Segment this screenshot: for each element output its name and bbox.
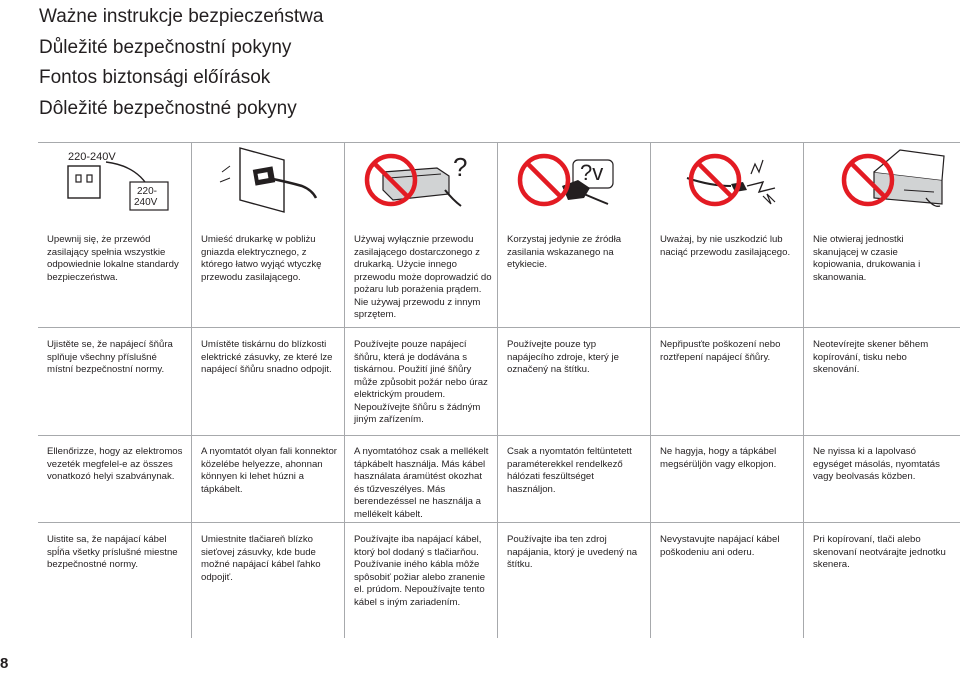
no-open-scanner-icon <box>804 142 957 218</box>
column-no-damaged-cord <box>650 142 804 638</box>
instruction-cs: Umístěte tiskárnu do blízkosti elektrické zásuvky, ze které lze napájecí šňůru snadno odpojit. <box>201 339 333 375</box>
column-labeled-power-source <box>497 142 651 638</box>
no-damaged-cord-icon <box>651 142 804 218</box>
instruction-pl: Upewnij się, że przewód zasilający spełnia wszystkie odpowiednie lokalne standardy bezpieczeństwa. <box>47 234 179 283</box>
label-voltage-line-2: 240V <box>134 197 158 208</box>
instruction-cs: Neotevírejte skener během kopírování, tisku nebo skenování. <box>813 339 929 375</box>
instruction-cs: Ujistěte se, že napájecí šňůra splňuje všechny příslušné místní bezpečnostní normy. <box>47 339 173 375</box>
label-voltage-line-1: 220- <box>137 186 158 197</box>
column-do-not-open-scanner <box>803 142 957 638</box>
instruction-sk: Nevystavujte napájací kábel poškodeniu ani oderu. <box>660 534 780 558</box>
title-czech: Důležité bezpečnostní pokyny <box>39 36 292 58</box>
column-place-near-outlet <box>191 142 345 638</box>
instruction-pl: Uważaj, by nie uszkodzić lub naciąć przewodu zasilającego. <box>660 234 791 258</box>
plug-in-outlet-icon <box>192 142 345 218</box>
outlet-voltage-icon <box>38 142 191 218</box>
no-other-cord-icon <box>345 142 498 218</box>
title-slovak: Dôležité bezpečnostné pokyny <box>39 97 297 119</box>
instruction-table <box>38 142 958 638</box>
instruction-sk: Používajte iba ten zdroj napájania, ktorý je uvedený na štítku. <box>507 534 638 570</box>
instruction-hu: A nyomtatót olyan fali konnektor közelébe helyezze, ahonnan könnyen ki lehet húzni a tápkábelt. <box>201 446 337 495</box>
instruction-cs: Používejte pouze typ napájecího zdroje, který je označený na štítku. <box>507 339 619 375</box>
instruction-sk: Používajte iba napájací kábel, ktorý bol dodaný s tlačiarňou. Používanie iného kábla môže spôsobiť požiar alebo zranenie el. prúdom. Nepoužívajte tento kábel s iným zariadením. <box>354 534 486 608</box>
question-mark-text: ? <box>453 152 468 182</box>
column-power-cord-standards <box>38 142 191 638</box>
instruction-hu: Ellenőrizze, hogy az elektromos vezeték megfelel-e az összes vonatkozó helyi szabványnak. <box>47 446 183 482</box>
instruction-hu: A nyomtatóhoz csak a mellékelt tápkábelt használja. Más kábel használata áramütést okozhat és tűzveszélyes. Más berendezéssel ne használja a mellékelt kábelt. <box>354 446 489 520</box>
instruction-hu: Csak a nyomtatón feltüntetett paraméterekkel rendelkező hálózati feszültséget használjon. <box>507 446 632 495</box>
instruction-pl: Korzystaj jedynie ze źródła zasilania wskazanego na etykiecie. <box>507 234 622 270</box>
instruction-cs: Používejte pouze napájecí šňůru, která je dodávána s tiskárnou. Použití jiné šňůry může způsobit požár nebo úraz elektrickým proudem. Nepoužívejte šňůru s žádným jiným zařízením. <box>354 339 488 425</box>
instruction-sk: Uistite sa, že napájací kábel spĺňa všetky príslušné miestne bezpečnostné normy. <box>47 534 178 570</box>
title-polish: Ważne instrukcje bezpieczeństwa <box>39 6 324 27</box>
outlet-voltage-text: 220-240V <box>68 151 116 163</box>
instruction-cs: Nepřipusťte poškození nebo roztřepení napájecí šňůry. <box>660 339 781 363</box>
no-other-power-source-icon <box>498 142 651 218</box>
page-number: 8 <box>0 655 9 672</box>
instruction-pl: Używaj wyłącznie przewodu zasilającego dostarczonego z drukarką. Użycie innego przewodu może doprowadzić do pożaru lub porażenia prądem. Nie używaj przewodu z innym sprzętem. <box>354 234 492 320</box>
instruction-sk: Umiestnite tlačiareň blízko sieťovej zásuvky, kde bude možné napájací kábel ľahko odpojiť. <box>201 534 321 583</box>
instruction-pl: Nie otwieraj jednostki skanującej w czasie kopiowania, drukowania i skanowania. <box>813 234 921 283</box>
question-v-text: ?v <box>580 160 604 185</box>
instruction-pl: Umieść drukarkę w pobliżu gniazda elektrycznego, z którego łatwo wyjąć wtyczkę przewodu zasilającego. <box>201 234 322 283</box>
column-supplied-cord-only <box>344 142 498 638</box>
instruction-sk: Pri kopírovaní, tlači alebo skenovaní neotvárajte jednotku skenera. <box>813 534 946 570</box>
title-block <box>39 2 323 124</box>
title-hungarian: Fontos biztonsági előírások <box>39 67 271 88</box>
instruction-hu: Ne hagyja, hogy a tápkábel megsérüljön vagy elkopjon. <box>660 446 777 470</box>
instruction-hu: Ne nyissa ki a lapolvasó egységet másolás, nyomtatás vagy beolvasás közben. <box>813 446 940 482</box>
